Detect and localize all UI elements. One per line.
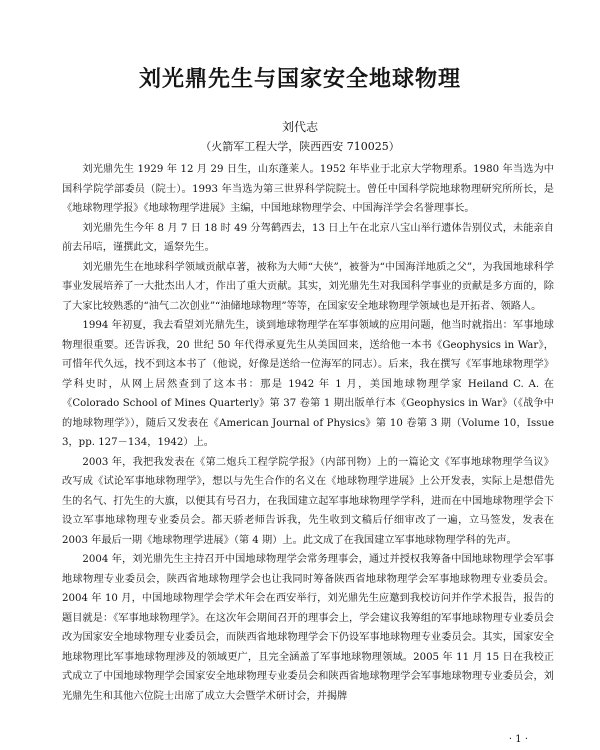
page-number: · 1 · bbox=[508, 734, 528, 745]
paragraph-3: 刘光鼎先生在地球科学领域贡献卓著，被称为大师“大侠”，被誉为“中国海洋地质之父”，为我国地球科学事业发展培养了一大批杰出人才，作出了重大贡献。其实，刘光鼎先生对我国科学事业的贡献是多方面的，除了大家比较熟悉的“油气二次创业”“油储地球物理”等等，在国家安全地球物理学领域也是开拓者、领路人。 bbox=[62, 261, 554, 312]
author-name: 刘代志 bbox=[281, 120, 318, 134]
author-affiliation: （火箭军工程大学，陕西西安 710025） bbox=[200, 140, 400, 153]
paragraph-1: 刘光鼎先生 1929 年 12 月 29 日生，山东蓬莱人。1952 年毕业于北京大学物理系。1980 年当选为中国科学院学部委员（院士）。1993 年当选为第三世界科学院院士。曾任中国科学院地球物理研究所所长，是《地球物理学报》《地球物理学进展》主编，中国地球物理学会、中国海洋学会名誉理事长。 bbox=[62, 164, 554, 214]
paragraph-5: 2003 年，我把我发表在《第二炮兵工程学院学报》（内部刊物）上的一篇论文《军事地球物理学刍议》改写成《试论军事地球物理学》，想以与先生合作的名义在《地球物理学进展》上公开发表，实际上是想借先生的名气、打先生的大旗，以便其有号召力，在我国建立起军事地球物理学学科，进而在中国地球物理学会下设立军事地球物理专业委员会。都天骄老师告诉我，先生收到文稿后仔细审改了一遍，立马签发，发表在 2003 年最后一期《地球物理学进展》（第 4 期）上。此文成了在我国建立军事地球物理学科的先声。 bbox=[62, 456, 554, 546]
paragraph-4: 1994 年初夏，我去看望刘光鼎先生，谈到地球物理学在军事领域的应用问题，他当时就指出：军事地球物理很重要。还告诉我，20 世纪 50 年代得承夏先生从美国回来，送给他一本书《Geophysics in War》，可惜年代久远，找不到这本书了（他说，好像是送给一位海军的同志）。后来，我在撰写《军事地球物理学》学科史时，从网上居然查到了这本书：那是 1942 年 1 月，美国地球物理学家 Heiland C. A. 在《Colorado School of Mines Quarterly》第 37 卷第 1 期出版单行本《Geophysics in War》（《战争中的地球物理学》），随后又发表在《American Journal of Physics》第 10 卷第 3 期（Volume 10，Issue 3，pp. 127－134，1942）上。 bbox=[62, 320, 554, 448]
article-body bbox=[62, 160, 554, 730]
paper-title: 刘光鼎先生与国家安全地球物理 bbox=[138, 66, 461, 92]
paragraph-2: 刘光鼎先生今年 8 月 7 日 18 时 49 分驾鹤西去，13 日上午在北京八宝山举行遗体告别仪式，未能亲自前去吊唁，谨撰此文，遥祭先生。 bbox=[62, 222, 554, 253]
paragraph-6: 2004 年，刘光鼎先生主持召开中国地球物理学会常务理事会，通过并授权我筹备中国地球物理学会军事地球物理专业委员会，陕西省地球物理学会也让我同时筹备陕西省地球物理学会军事地球物理专业委员会。2004 年 10 月，中国地球物理学会学术年会在西安举行，刘光鼎先生应邀到我校访问并作学术报告，报告的题目就是：《军事地球物理学》。在这次年会期间召开的理事会上，学会建议我筹组的军事地球物理专业委员会改为国家安全地球物理专业委员会，而陕西省地球物理学会下仍设军事地球物理专业委员会。其实，国家安全地球物理比军事地球物理涉及的领域更广，且完全涵盖了军事地球物理领域。2005 年 11 月 15 日在我校正式成立了中国地球物理学会国家安全地球物理专业委员会和陕西省地球物理学会军事地球物理专业委员会，刘光鼎先生和其他六位院士出席了成立大会暨学术研讨会，并揭牌 bbox=[62, 554, 554, 702]
